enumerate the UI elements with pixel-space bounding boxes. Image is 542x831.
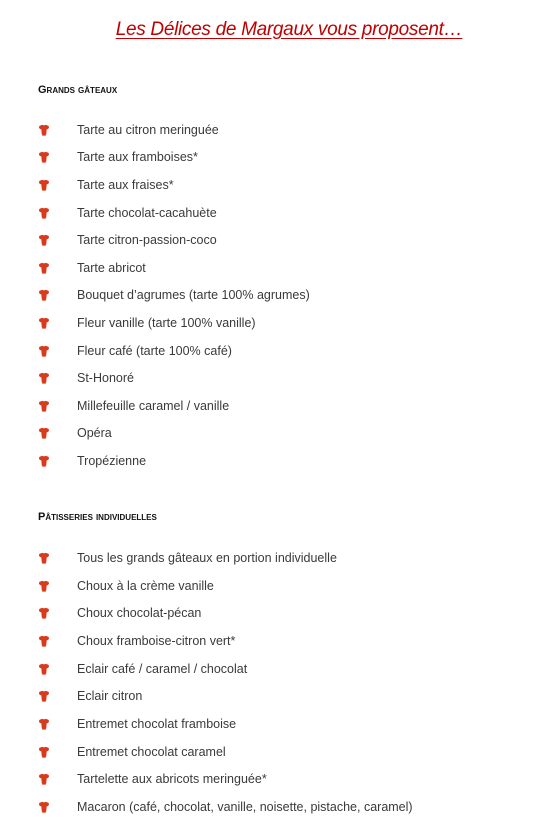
toque-bullet-icon (38, 316, 50, 328)
toque-bullet-icon (38, 178, 50, 190)
page-title: Les Délices de Margaux vous proposent… (115, 19, 463, 40)
toque-bullet-icon (38, 772, 50, 784)
item-label: Bouquet d’agrumes (tarte 100% agrumes) (77, 288, 310, 303)
toque-bullet-icon (38, 579, 50, 591)
item-label: Fleur vanille (tarte 100% vanille) (77, 315, 256, 330)
section-heading: Grands gâteaux (38, 84, 118, 96)
toque-bullet-icon (38, 717, 50, 729)
toque-bullet-icon (38, 606, 50, 618)
toque-bullet-icon (38, 288, 50, 300)
toque-bullet-icon (38, 800, 50, 812)
toque-bullet-icon (38, 426, 50, 438)
item-label: Tropézienne (77, 453, 147, 468)
toque-bullet-icon (38, 689, 50, 701)
toque-bullet-icon (38, 454, 50, 466)
item-label: St-Honoré (77, 371, 134, 386)
item-label: Tarte abricot (77, 260, 146, 275)
toque-bullet-icon (38, 551, 50, 563)
item-label: Tarte citron-passion-coco (77, 233, 217, 248)
section-patisseries-individuelles (38, 510, 522, 815)
section-grands-gateaux (38, 83, 522, 468)
toque-bullet-icon (38, 634, 50, 646)
item-label: Tous les grands gâteaux en portion individuelle (77, 550, 337, 565)
item-label: Choux framboise-citron vert* (77, 633, 236, 648)
item-label: Choux à la crème vanille (77, 578, 214, 593)
item-label: Millefeuille caramel / vanille (77, 398, 230, 413)
toque-bullet-icon (38, 233, 50, 245)
item-label: Fleur café (tarte 100% café) (77, 343, 232, 358)
toque-bullet-icon (38, 399, 50, 411)
item-label: Tartelette aux abricots meringuée* (77, 772, 267, 787)
toque-bullet-icon (38, 344, 50, 356)
toque-bullet-icon (38, 261, 50, 273)
item-label: Entremet chocolat framboise (77, 716, 237, 731)
toque-bullet-icon (38, 371, 50, 383)
item-label: Tarte aux framboises* (77, 150, 198, 165)
toque-bullet-icon (38, 123, 50, 135)
item-label: Eclair café / caramel / chocolat (77, 661, 248, 676)
item-label: Tarte au citron meringuée (77, 122, 219, 137)
toque-bullet-icon (38, 662, 50, 674)
section-heading: Pâtisseries individuelles (38, 511, 157, 523)
toque-bullet-icon (38, 150, 50, 162)
item-label: Macaron (café, chocolat, vanille, noisette, pistache, caramel) (77, 800, 413, 815)
item-label: Eclair citron (77, 689, 143, 704)
item-label: Entremet chocolat caramel (77, 744, 226, 759)
item-label: Opéra (77, 426, 112, 441)
toque-bullet-icon (38, 206, 50, 218)
toque-bullet-icon (38, 745, 50, 757)
item-label: Tarte aux fraises* (77, 177, 174, 192)
item-label: Choux chocolat-pécan (77, 606, 202, 621)
item-label: Tarte chocolat-cacahuète (77, 205, 217, 220)
